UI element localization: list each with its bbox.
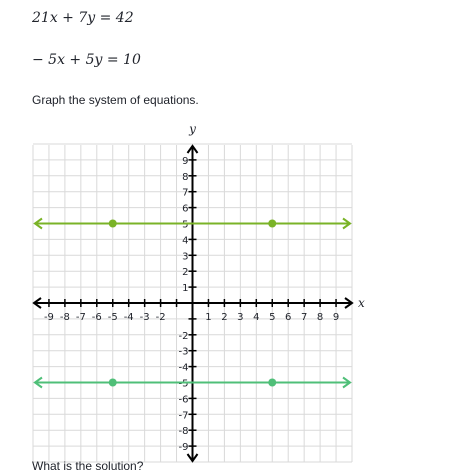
y-axis-label: y — [189, 122, 196, 136]
x-tick-label: 3 — [237, 312, 244, 323]
draggable-point[interactable] — [109, 379, 117, 387]
y-tick-label: 3 — [182, 251, 189, 263]
x-tick-label: -3 — [139, 312, 150, 323]
x-tick-label: -7 — [75, 312, 86, 323]
y-tick-label: -7 — [178, 410, 189, 422]
y-tick-label: 8 — [182, 171, 189, 183]
y-tick-label: 5 — [182, 219, 189, 231]
y-tick-label: 9 — [182, 155, 189, 167]
x-tick-label: 9 — [332, 312, 340, 323]
y-tick-label: -4 — [178, 362, 189, 374]
y-tick-label: -3 — [178, 346, 189, 358]
y-tick-label: -2 — [178, 330, 189, 342]
x-tick-label: 6 — [285, 312, 292, 323]
x-tick-label: -9 — [43, 312, 54, 323]
x-tick-label: 5 — [269, 312, 276, 323]
x-tick-label: -2 — [155, 312, 166, 323]
draggable-point[interactable] — [268, 379, 276, 387]
y-tick-label: -6 — [178, 394, 189, 406]
draggable-point[interactable] — [109, 220, 117, 228]
draggable-point[interactable] — [268, 220, 276, 228]
x-tick-label: -4 — [123, 312, 134, 323]
x-tick-label: 4 — [253, 312, 260, 323]
y-tick-label: -5 — [178, 378, 189, 390]
x-tick-label: 2 — [221, 312, 228, 323]
y-tick-label: -8 — [178, 426, 189, 438]
x-tick-label: -6 — [91, 312, 102, 323]
x-tick-label: 1 — [205, 312, 212, 323]
solution-question: What is the solution? — [32, 459, 144, 473]
y-tick-label: 6 — [182, 203, 189, 215]
equation-2: − 5x + 5y = 10 — [32, 52, 141, 68]
y-tick-label: 2 — [182, 267, 189, 279]
x-tick-label: -5 — [107, 312, 118, 323]
equation-1: 21x + 7y = 42 — [32, 10, 134, 26]
x-tick-label: 7 — [300, 312, 308, 323]
y-tick-label: 1 — [182, 283, 189, 295]
x-tick-label: 8 — [316, 312, 324, 323]
y-tick-label: -9 — [178, 442, 189, 454]
x-tick-label: -8 — [59, 312, 70, 323]
graph-prompt: Graph the system of equations. — [32, 93, 199, 107]
y-tick-label: 7 — [182, 187, 189, 199]
y-tick-label: 4 — [182, 235, 189, 247]
x-axis-label: x — [358, 296, 365, 310]
